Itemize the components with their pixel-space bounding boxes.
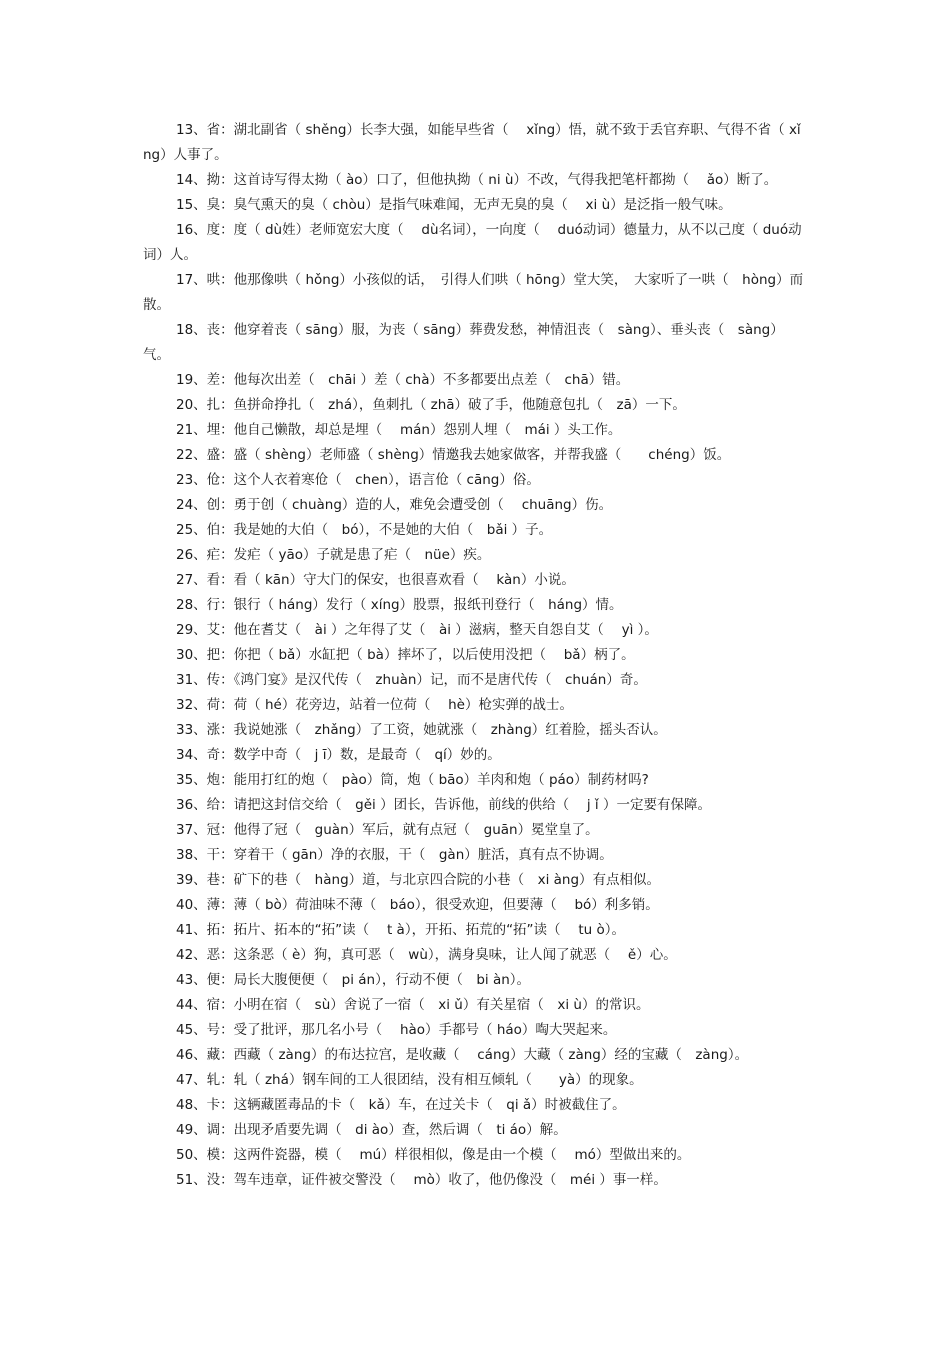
list-item <box>143 1068 808 1093</box>
list-item <box>143 743 808 768</box>
list-item <box>143 843 808 868</box>
entry-text-continued: àng）气。 <box>143 322 784 363</box>
entry-text: 46、藏：西藏（ zàng）的布达拉宫，是收藏（ cáng）大藏（ zàng）经的宝藏（ zàng）。 <box>176 1047 749 1063</box>
list-item <box>143 193 808 218</box>
entry-text: 47、轧：轧（ zhá）钢车间的工人很团结，没有相互倾轧（ yà）的现象。 <box>176 1072 643 1088</box>
entry-text: 18、丧：他穿着丧（ sāng）服，为丧（ sāng）葬费发愁，神情沮丧（ sàng）、垂头丧（ s <box>176 322 745 338</box>
list-item <box>143 768 808 793</box>
entry-text-continued: òng）而散。 <box>143 272 804 313</box>
list-item <box>143 518 808 543</box>
entry-text: 39、巷：矿下的巷（ hàng）道，与北京四合院的小巷（ xi àng）有点相似。 <box>176 872 661 888</box>
list-item <box>143 443 808 468</box>
entry-text: 28、行：银行（ háng）发行（ xíng）股票，报纸刊登行（ háng）情。 <box>176 597 623 613</box>
entry-text: 32、荷：荷（ hé）花旁边，站着一位荷（ hè）枪实弹的战士。 <box>176 697 573 713</box>
entry-text: 29、艾：他在耆艾（ ài ）之年得了艾（ ài ）滋病，整天自怨自艾（ yì ）。 <box>176 622 658 638</box>
entry-text: 20、扎：鱼拼命挣扎（ zhá），鱼刺扎（ zhā）破了手，他随意包扎（ zā）一下。 <box>176 397 686 413</box>
list-item <box>143 1018 808 1043</box>
entry-text: 13、省：湖北副省（ shěng）长李大强，如能早些省（ xǐng）悟，就不致于丢官弃职、 <box>176 122 718 138</box>
list-item <box>143 118 808 168</box>
list-item <box>143 1093 808 1118</box>
list-item <box>143 1118 808 1143</box>
list-item <box>143 793 808 818</box>
entry-text: 24、创：勇于创（ chuàng）造的人，难免会遭受创（ chuāng）伤。 <box>176 497 613 513</box>
list-item <box>143 643 808 668</box>
entry-text: 37、冠：他得了冠（ guàn）军后，就有点冠（ guān）冕堂皇了。 <box>176 822 599 838</box>
entry-text: 41、拓：拓片、拓本的“拓”读（ t à），开拓、拓荒的“拓”读（ tu ò）。 <box>176 922 625 938</box>
entry-text: 49、调：出现矛盾要先调（ di ào）查，然后调（ ti áo）解。 <box>176 1122 567 1138</box>
entry-text: 31、传：《鸿门宴》是汉代传（ zhuàn）记，而不是唐代传（ chuán）奇。 <box>176 672 647 688</box>
entry-text: 22、盛：盛（ shèng）老师盛（ shèng）情邀我去她家做客，并帮我盛（ chéng）饭。 <box>176 447 731 463</box>
entry-text-continued: 断了。 <box>736 172 778 188</box>
list-item <box>143 918 808 943</box>
list-item <box>143 1143 808 1168</box>
entry-text-continued: 度（ duó动词）人。 <box>143 222 802 263</box>
list-item <box>143 618 808 643</box>
entry-text: 36、给：请把这封信交给（ gěi ）团长，告诉他，前线的供给（ j ǐ ）一定要有保障。 <box>176 797 711 813</box>
entry-text: 26、疟：发疟（ yāo）子就是患了疟（ nüe）疾。 <box>176 547 491 563</box>
list-item <box>143 393 808 418</box>
entry-text: 35、炮：能用打红的炮（ pào）筒，炮（ bāo）羊肉和炮（ páo）制药材吗? <box>176 772 649 788</box>
entry-text: 40、薄：薄（ bò）荷油味不薄（ báo），很受欢迎，但要薄（ bó）利多销。 <box>176 897 659 913</box>
list-item <box>143 718 808 743</box>
entry-text: 16、度：度（ dù姓）老师宽宏大度（ dù名词），一向度（ duó动词）德量力，从不以己 <box>176 222 732 238</box>
entry-text: 34、奇：数学中奇（ j ī）数，是最奇（ qí）妙的。 <box>176 747 501 763</box>
list-item <box>143 693 808 718</box>
list-item <box>143 893 808 918</box>
list-item <box>143 943 808 968</box>
entry-text: 15、臭：臭气熏天的臭（ chòu）是指气味难闻，无声无臭的臭（ xi ù）是泛指一般气味。 <box>176 197 732 213</box>
list-item <box>143 818 808 843</box>
entry-text: 19、差：他每次出差（ chāi ）差（ chà）不多都要出点差（ chā）错。 <box>176 372 630 388</box>
entry-text: 48、卡：这辆藏匿毒品的卡（ kǎ）车，在过关卡（ qi ǎ）时被截住了。 <box>176 1097 626 1113</box>
entry-text: 38、干：穿着干（ gān）净的衣服，干（ gàn）脏活，真有点不协调。 <box>176 847 613 863</box>
list-item <box>143 468 808 493</box>
entry-text: 27、看：看（ kān）守大门的保安，也很喜欢看（ kàn）小说。 <box>176 572 575 588</box>
list-item <box>143 1043 808 1068</box>
list-item <box>143 218 808 268</box>
entry-text: 14、拗：这首诗写得太拗（ ào）口了，但他执拗（ ni ù）不改，气得我把笔杆都拗（ ǎo） <box>176 172 737 188</box>
list-item <box>143 568 808 593</box>
list-item <box>143 168 808 193</box>
entry-text: 50、模：这两件瓷器，模（ mú）样很相似，像是由一个模（ mó）型做出来的。 <box>176 1147 691 1163</box>
entry-text: 30、把：你把（ bǎ）水缸把（ bà）摔坏了，以后使用没把（ bǎ）柄了。 <box>176 647 635 663</box>
entry-text: 43、便：局长大腹便便（ pi án），行动不便（ bi àn）。 <box>176 972 531 988</box>
entry-list <box>143 118 808 1193</box>
list-item <box>143 418 808 443</box>
list-item <box>143 368 808 393</box>
entry-text: 21、埋：他自己懒散，却总是埋（ mán）怨别人埋（ mái ）头工作。 <box>176 422 622 438</box>
entry-text: 45、号：受了批评，那几名小号（ hào）手都号（ háo）啕大哭起来。 <box>176 1022 617 1038</box>
entry-text: 17、哄：他那像哄（ hǒng）小孩似的话， 引得人们哄（ hōng）堂大笑， 大家听了一哄（ h <box>176 272 751 288</box>
entry-text-continued: 气得不省（ xǐng）人事了。 <box>143 122 801 163</box>
list-item <box>143 543 808 568</box>
list-item <box>143 318 808 368</box>
entry-text: 33、涨：我说她涨（ zhǎng）了工资，她就涨（ zhàng）红着脸，摇头否认。 <box>176 722 667 738</box>
list-item <box>143 1168 808 1193</box>
entry-text: 51、没：驾车违章，证件被交警没（ mò）收了，他仍像没（ méi ）事一样。 <box>176 1172 667 1188</box>
list-item <box>143 493 808 518</box>
entry-text: 42、恶：这条恶（ è）狗，真可恶（ wù），满身臭味，让人闻了就恶（ ě）心。 <box>176 947 677 963</box>
list-item <box>143 668 808 693</box>
entry-text: 25、伯：我是她的大伯（ bó），不是她的大伯（ bǎi ）子。 <box>176 522 553 538</box>
entry-text: 44、宿：小明在宿（ sù）舍说了一宿（ xi ǔ）有关星宿（ xi ù）的常识。 <box>176 997 650 1013</box>
list-item <box>143 993 808 1018</box>
list-item <box>143 968 808 993</box>
list-item <box>143 268 808 318</box>
entry-text: 23、伧：这个人衣着寒伧（ chen），语言伧（ cāng）俗。 <box>176 472 540 488</box>
list-item <box>143 593 808 618</box>
list-item <box>143 868 808 893</box>
